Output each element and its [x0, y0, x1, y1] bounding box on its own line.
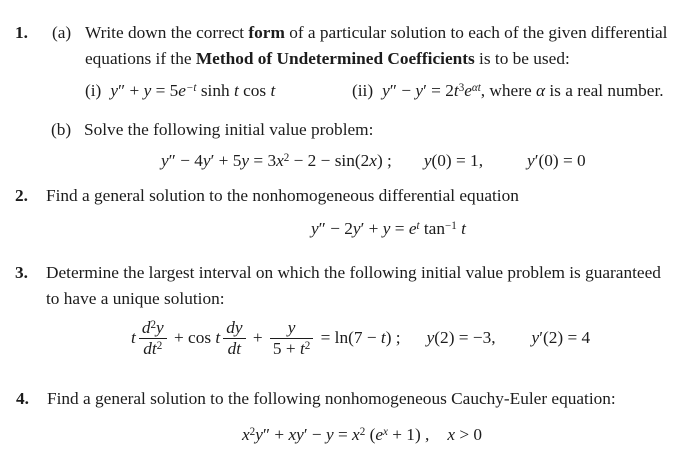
problem-1a-label: (a) — [52, 23, 72, 42]
problem-1-marker: 1. — [15, 23, 28, 42]
problem-3-marker: 3. — [15, 263, 28, 282]
problem-1b-text: Solve the following initial value problem: — [84, 120, 374, 139]
equation-1b: $y'' - 4y' + 5y = 3x^2 - 2 - \sin(2x)$ ; y(0) = 1, y′(0) = 0 — [161, 151, 586, 170]
problem-3-text-line1: Determine the largest interval on which the following initial value problem is guaranteed — [46, 263, 661, 282]
problem-1b-label: (b) — [51, 120, 72, 139]
problem-4-marker: 4. — [16, 389, 29, 408]
equation-4: $x^2y'' + xy' - y = x^2$ $(e^x + 1)$ , x > 0 — [242, 425, 483, 444]
equation-1a-i-label: (i) — [85, 81, 102, 100]
problem-1a-text-line1: Write down the correct form of a particular solution to each of the given differential — [85, 23, 668, 42]
problem-2-text: Find a general solution to the nonhomogeneous differential equation — [46, 186, 519, 205]
equation-1a-i-body: $y'' + y = 5e^{-t}$ sinh t cos t — [110, 81, 276, 100]
problem-3-text-line2: to have a unique solution: — [46, 289, 225, 308]
problem-2-marker: 2. — [15, 186, 28, 205]
equation-2: $y'' - 2y' + y = e^t$ $\tan^{-1} t$ — [311, 219, 466, 238]
equation-1a-ii — [352, 78, 664, 104]
problem-1a-text-line2: equations if the Method of Undetermined Coefficients is to be used: — [85, 49, 570, 68]
equation-1a-i — [85, 78, 275, 104]
equation-1a-ii-label: (ii) — [352, 81, 374, 100]
problem-4-text: Find a general solution to the following nonhomogeneous Cauchy-Euler equation: — [47, 389, 616, 408]
equation-1a-ii-body: $y'' - y' = 2t^3e^{\alpha t}$, where α is a real number. — [382, 81, 664, 100]
equation-3: t $\frac{d^2y}{dt^2}$ + cos t $\frac{dy}{dt}$ + $\frac{y}{5 + t^2}$ = ln(7 − t) ; y(2) = −3, y′(2) = 4 — [131, 318, 591, 358]
